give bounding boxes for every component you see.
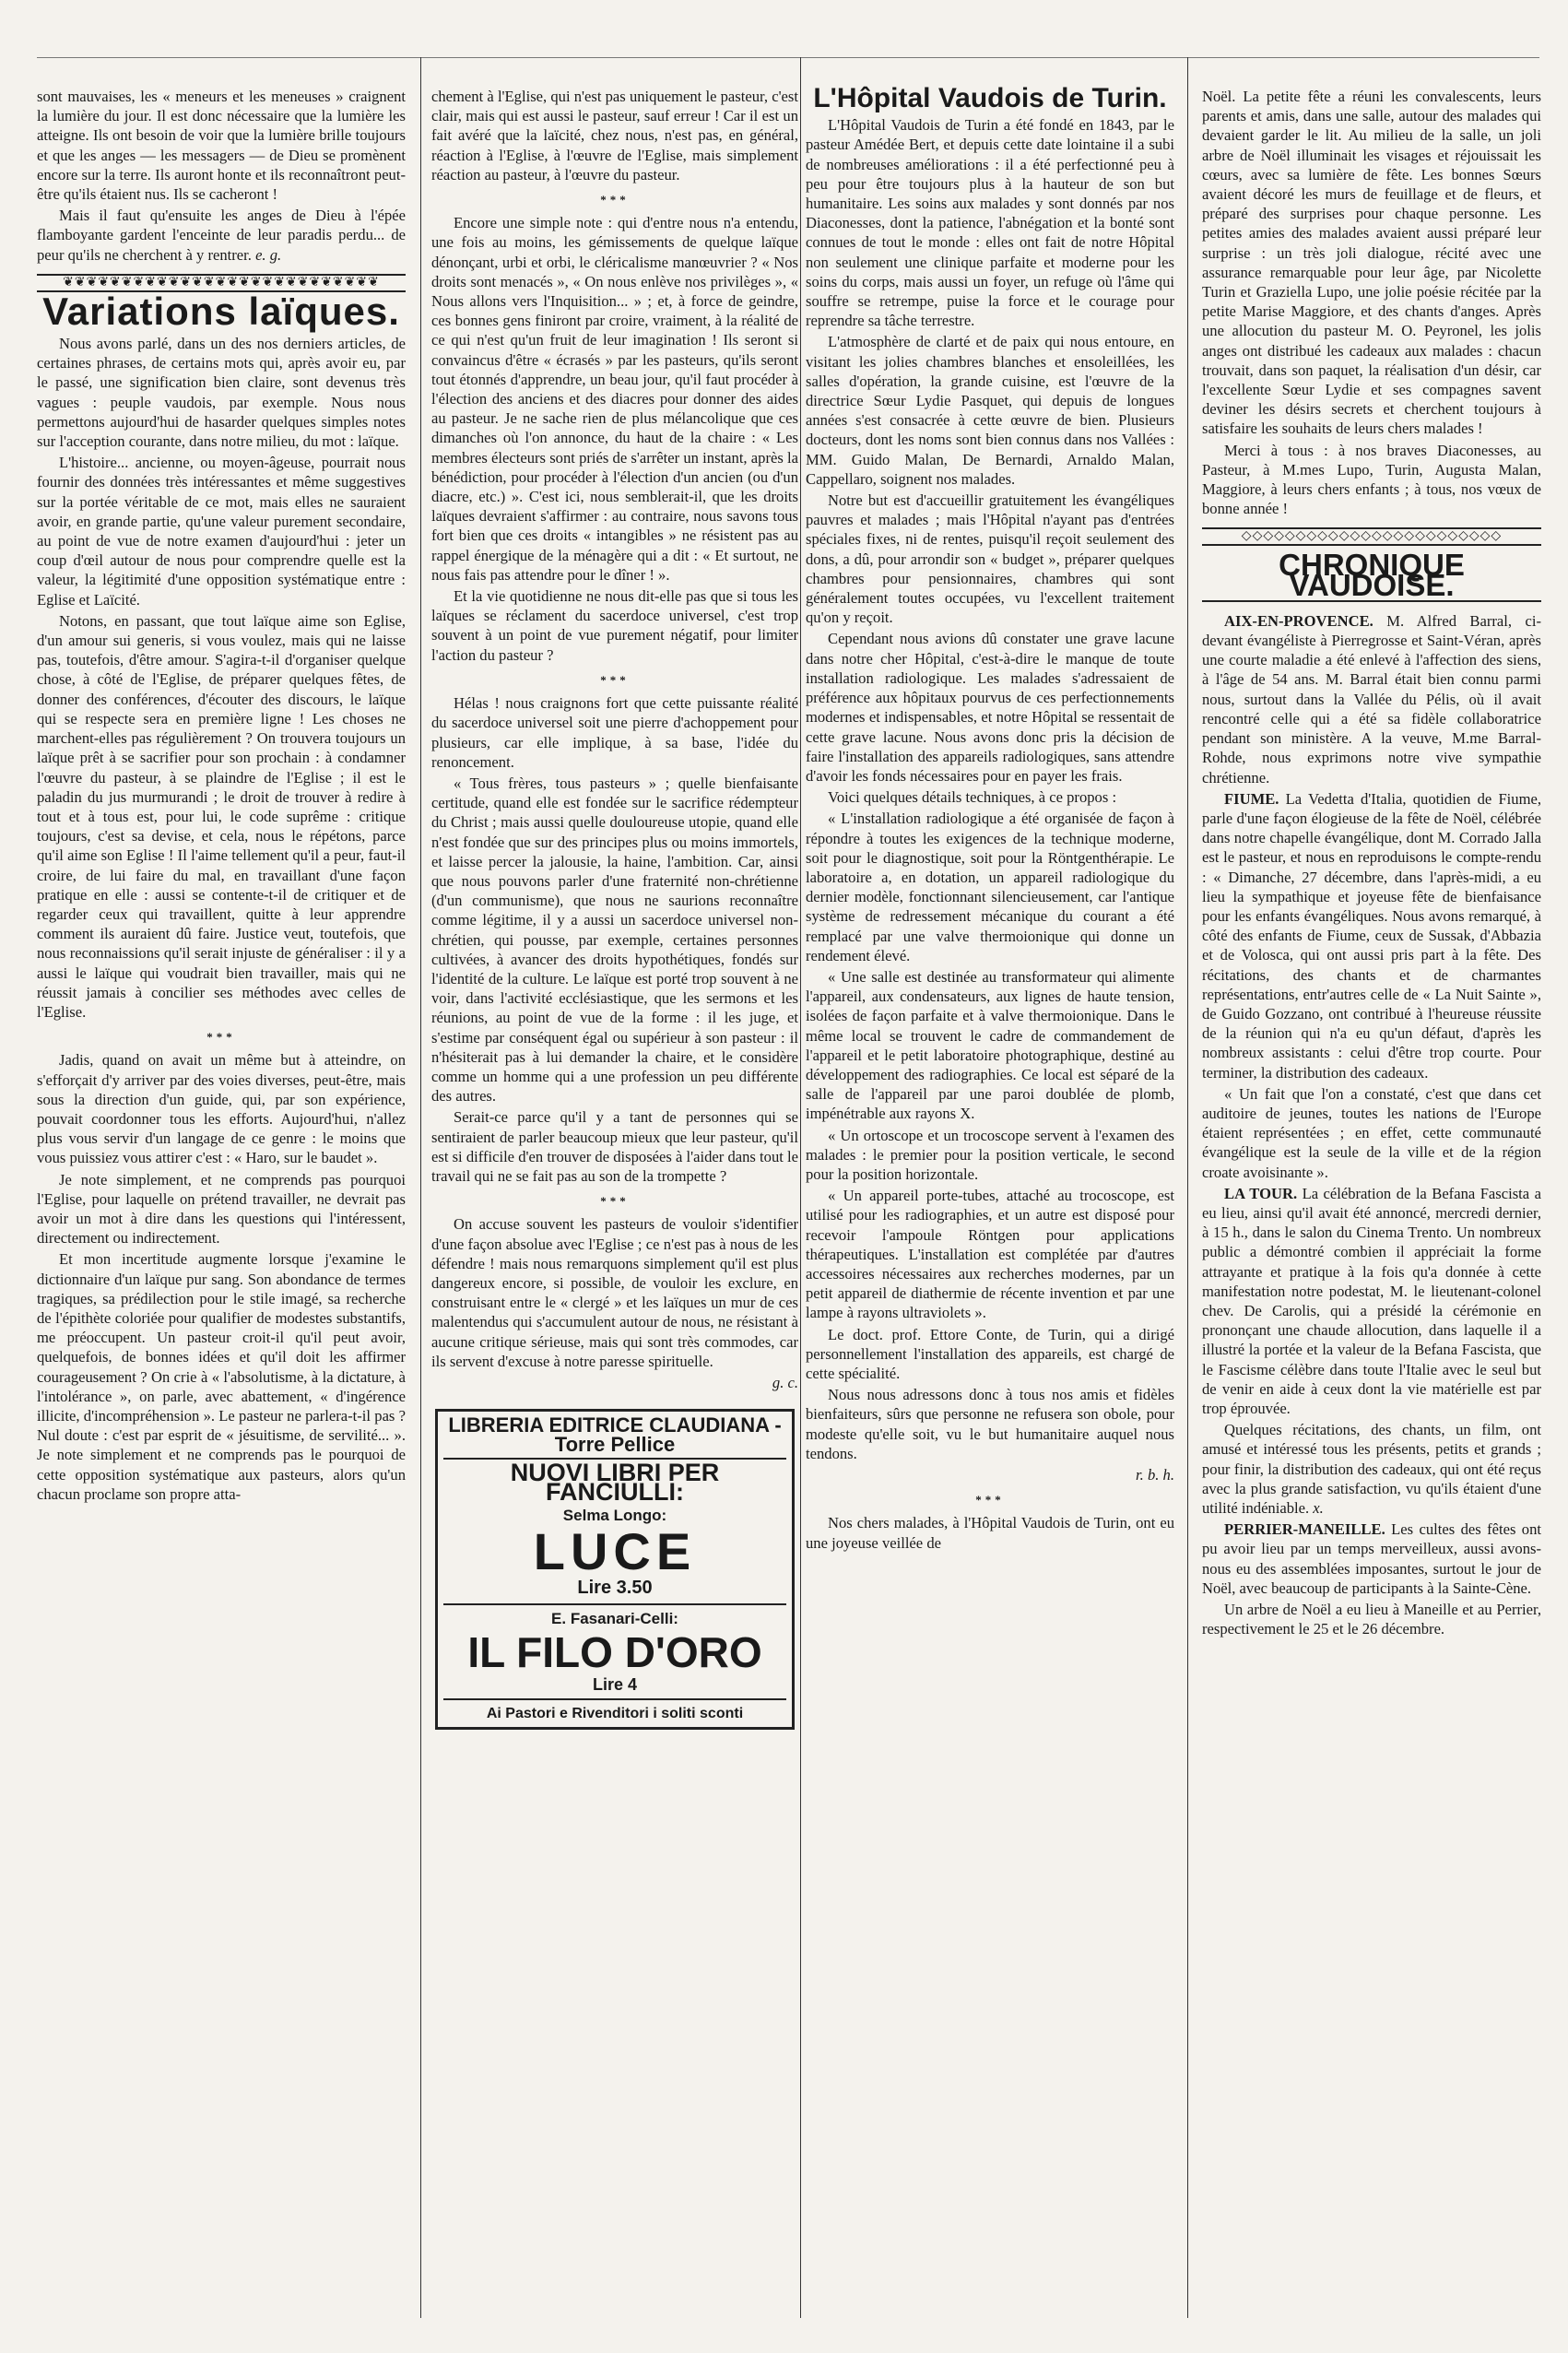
news-item (1202, 1519, 1541, 1598)
paragraph: L'histoire... ancienne, ou moyen-âgeuse, pourrait nous fournir des données très intéressantes et même suggestives sur la portée véritable de ce mot, mais elles ne sauraient avoir, en grande partie, qu'une valeur purement secondaire, au point de vue de notre examen d'aujourd'hui : jeter un coup d'œil autour de nous pour comprendre quelle est la valeur, la légitimité d'une opposition systématique entre : Eglise et Laïcité. (37, 454, 406, 609)
paragraph-text: Mais il faut qu'ensuite les anges de Dieu à l'épée flamboyante gardent l'enceinte de leur paradis perdu... de peur qu'ils ne cherchent à y rentrer. (37, 207, 406, 264)
paragraph: Et la vie quotidienne ne nous dit-elle pas que si tous les laïques se réclament du sacerdoce universel, c'est trop souvent à un point de vue purement négatif, pour limiter l'action du pasteur ? (431, 587, 798, 664)
news-text: M. Alfred Barral, ci-devant évangéliste à Pierregrosse et Saint-Véran, après une courte maladie a été enlevé à l'affection des siens, à l'âge de 54 ans. M. Barral était bien connu parmi nous, surtout dans la Vallée du Pélis, où il avait rencontré celle qui a été sa fidèle collaboratrice pendant son ministère. A la veuve, M.me Barral-Rohde, nous exprimons notre vive sympathie chrétienne. (1202, 611, 1541, 786)
ad-footer: Ai Pastori e Rivenditori i soliti sconti (486, 1705, 744, 1721)
column-divider (1187, 57, 1188, 2318)
paragraph (37, 206, 406, 265)
paragraph: « Un ortoscope et un trocoscope servent à l'examen des malades : le premier pour la position verticale, le second pour la position horizontale. (806, 1126, 1174, 1183)
place-heading: AIX-EN-PROVENCE. (1224, 611, 1373, 630)
paragraph-text: Quelques récitations, des chants, un film, ont amusé et intéressé tous les présents, petits et grands ; pour finir, la distribution des cadeaux, qui ont été reçus avec la plus grande satisfaction, vu qu'ils étaient d'une utilité indéniable. (1202, 1421, 1541, 1518)
paragraph: Noël. La petite fête a réuni les convalescents, leurs parents et amis, dans une salle, autour des malades qui devaient garder le lit. Au milieu de la salle, un joli arbre de Noël illuminait les visages et réjouissait les cœurs, avec sa lumière de fête. Les bonnes Sœurs avaient décoré les murs de feuillage et de fleurs, et préparé des surprises pour chaque personne. Les petites amies des malades avaient aussi préparé leur surprise : un très joli dialogue, récité avec une assurance remarquable pour leur âge, par Nicolette Turin et Graziella Lupo, une jolie poésie récitée par la petite Marise Maggiore, et des chants d'anges. Après une allocution du pasteur M. O. Peyronel, les jolis anges ont distribué les cadeaux aux malades : chacun trouvait, dans son paquet, la réalisation d'un désir, car l'excellente Sœur Lydie et ses compagnes savent deviner les désirs secrets et cherchent toujours à satisfaire les souhaits de leurs chers malades ! (1202, 88, 1541, 438)
news-item (1202, 789, 1541, 1082)
ad-book-title: LUCE (533, 1522, 697, 1581)
paragraph (1202, 1420, 1541, 1518)
ad-price: Lire 3.50 (577, 1578, 653, 1599)
paragraph: Notons, en passant, que tout laïque aime son Eglise, d'un amour sui generis, si vous voulez, mais qui ne laisse pas, toutefois, d'être amour. S'agira-t-il d'organiser quelque chose, à côté de l'Eglise, de préparer quelques fêtes, de donner des conférences, d'écouter des discours, le laïque qui se respecte sera en première ligne ! Les choses ne marchent-elles pas régulièrement ? On trouvera toujours un laïque prêt à se sacrifier pour son prochain : à condamner l'œuvre du pasteur, à se plaindre de l'Eglise ; il est le paladin du jus murmurandi ; le droit de trouver à redire à tout et à tous est, pour lui, le code suprême : critique toujours, c'est sa devise, et cela, nous le répétons, parce qu'il aime son Eglise ! Il l'aime tellement qu'il a peur, faut-il croire, de lui faire du mal, en travaillant d'une façon pratique en elle : aussi se contente-t-il de critiquer et de regarder ceux qui travaillent, quitte à leur apprendre comment ils auraient dû faire. Justice veut, toutefois, que nous reconnaissions qu'il serait injuste de généraliser : il y a aussi le laïque qui voudrait bien travailler, mais qui ne réussit jamais à concilier ses méthodes avec celles de l'Eglise. (37, 611, 406, 1021)
column-2 (431, 87, 798, 1730)
paragraph: sont mauvaises, les « meneurs et les meneuses » craignent la lumière du jour. Il est donc nécessaire que la lumière les atteigne. Ils ont besoin de voir que la lumière brille toujours et que les anges — les messagers — de Dieu se promènent encore sur la terre. Ils auront honte et ils reconnaîtront peut-être qu'ils étaient nus. Ils se cacheront ! (37, 88, 406, 204)
place-heading: FIUME. (1224, 789, 1279, 808)
place-heading: LA TOUR. (1224, 1184, 1298, 1202)
top-rule (37, 57, 1539, 58)
paragraph: Notre but est d'accueillir gratuitement les évangéliques pauvres et malades ; mais l'Hôpital n'ayant pas d'entrées spéciales fixes, ni de rentes, puisqu'il reçoit seulement des dons, a dû, pour arrondir son « budget », préparer quelques chambres pour pensionnaires, chambres qui sont généralement toutes occupées, vu l'excellent traitement qu'on y reçoit. (806, 491, 1174, 627)
author-initials: e. g. (255, 245, 282, 264)
author-initials: x. (1313, 1499, 1324, 1518)
paragraph: Hélas ! nous craignons fort que cette puissante réalité du sacerdoce universel soit une pierre d'achoppement pour plusieurs, car elle implique, à sa base, l'idée du renoncement. (431, 694, 798, 771)
column-divider (420, 57, 421, 2318)
paragraph: L'atmosphère de clarté et de paix qui nous entoure, en visitant les jolies chambres blanches et ensoleillées, les salles d'opération, la grande cuisine, est l'œuvre de la directrice Sœur Lydie Pasquet, qui depuis de longues années s'est consacrée à cette œuvre de bien. Plusieurs docteurs, dont les noms sont bien connus dans nos Vallées : MM. Guido Malan, De Bernardi, Arnaldo Malan, Cappellaro, soignent nos malades. (806, 333, 1174, 488)
paragraph: « Tous frères, tous pasteurs » ; quelle bienfaisante certitude, quand elle est fondée sur le sacrifice rédempteur du Christ ; mais aussi quelle douloureuse utopie, quand elle n'est fondée que sur des principes plus ou moins immortels, et laisse percer la jalousie, la haine, l'ambition. Car, ainsi que nous pouvons parler d'une fraternité non-chrétienne (d'un communisme), que nous ne saurions reconnaître comme légitime, il y a aussi un sacerdoce universel non-chrétien, qui pousse, par exemple, certaines personnes cultivées, à avancer des droits hypothétiques, fondés sur l'identité de la culture. Le laïque est porté trop souvent à ne voir, dans l'activité ecclésiastique, que les sermons et les réunions, au point de vue de la forme : il les juge, et s'estime par conséquent égal ou supérieur à son pasteur : il n'hésiterait pas à lui demander la chaire, et le considère comme un homme qui a une profession un peu différente des autres. (431, 774, 798, 1106)
ad-author: Selma Longo: (562, 1507, 667, 1525)
paragraph: Nos chers malades, à l'Hôpital Vaudois de Turin, ont eu une joyeuse veillée de (806, 1514, 1174, 1552)
paragraph: « Un appareil porte-tubes, attaché au trocoscope, est utilisé pour les radiographies, et un autre est disposé pour recevoir l'ampoule Röntgen pour applications thérapeutiques. L'installation est complétée par d'autres accessoires nécessaires aux recherches modernes, par un petit appareil de diathermie de récente invention et par une lampe à rayons ultraviolets ». (806, 1187, 1174, 1322)
bookstore-advertisement (435, 1409, 795, 1730)
paragraph: On accuse souvent les pasteurs de vouloir s'identifier d'une façon absolue avec l'Eglise ; ce n'est pas à nous de les défendre ! mais nous remarquons simplement qu'il est plus dangereux encore, si possible, de vouloir les exclure, en construisant entre le « clergé » et les laïques un mur de ces malentendus qui s'accumulent autour de nous, ne résistant à aucune critique sérieuse, mais qui sont très commodes, car ils servent d'excuse à notre paresse spirituelle. (431, 1215, 798, 1370)
paragraph: Serait-ce parce qu'il y a tant de personnes qui se sentiraient de parler beaucoup mieux que leur pasteur, qu'il est si difficile d'en trouver de disposées à l'aider dans tout le travail qui ne se fait pas au son de la trompette ? (431, 1108, 798, 1185)
author-initials: g. c. (772, 1374, 798, 1391)
ad-book-title: IL FILO D'ORO (467, 1627, 762, 1676)
paragraph: « L'installation radiologique a été organisée de façon à répondre à toutes les exigences de la technique moderne, soit pour le diagnostique, soit pour la Röntgenthérapie. Le laboratoire a, en dotation, un appareil radiologique du dernier modèle, fonctionnant silencieusement, car l'antique système de redressement mécanique du courant a été remplacé par une valve thermoionique qui donne un rendement élevé. (806, 810, 1174, 964)
paragraph: Et mon incertitude augmente lorsque j'examine le dictionnaire d'un laïque pur sang. Son abondance de termes tragiques, sa prédilection pour le stile imagé, sa recherche de l'épithète coloriée pour qualifier de modestes substantifs, me préoccupent. Un pasteur croit-il qu'il peut avoir, quelquefois, de bonnes idées et qu'il doit les affirmer courageusement ? On crie à « l'absolutisme, à la dictature, à l'intolérance », on parle, avec abattement, « d'ingérence illicite, d'incompréhension ». Le pasteur ne parlera-t-il pas ? Nul doute : c'est par esprit de « jésuitisme, de servilité... ». Je note simplement et ne comprends pas le pourquoi de cette opposition systématique aux pasteurs, alors qu'un chacun proclame son propre atta- (37, 1250, 406, 1503)
paragraph: Cependant nous avions dû constater une grave lacune dans notre cher Hôpital, c'est-à-dire le manque de toute installation radiologique. Les malades s'adressaient de préférence aux hôpitaux pourvus de ces perfectionnements modernes et indispensables, et notre Hôpital se ressentait de cette grave lacune. Nous avons donc pris la décision de faire l'installation des appareils radiologiques, sans attendre d'avoir les fonds nécessaires pour en payer les frais. (806, 630, 1174, 785)
paragraph: Nous nous adressons donc à tous nos amis et fidèles bienfaiteurs, sûrs que personne ne refusera son obole, pour modeste qu'elle soit, vu le but humanitaire auquel nous tendons. (806, 1386, 1174, 1462)
section-break: *** (975, 1493, 1005, 1508)
section-break: *** (600, 193, 630, 207)
ad-headline: NUOVI LIBRI PER FANCIULLI: (510, 1458, 720, 1506)
news-text: Les cultes des fêtes ont pu avoir lieu par un temps merveilleux, aussi avons-nous eu des assemblées imposantes, surtout le jour de Noël, avec beaucoup de participants à la Sainte-Cène. (1202, 1520, 1542, 1597)
paragraph: Je note simplement, et ne comprends pas pourquoi l'Eglise, pour laquelle on prétend travailler, ne devrait pas avoir un mot à dire dans les questions qui l'intéressent, directement ou indirectement. (37, 1170, 406, 1247)
paragraph: chement à l'Eglise, qui n'est pas uniquement le pasteur, c'est clair, mais qui est aussi le pasteur, sauf erreur ! Car il est un fait avéré que la laïcité, chez nous, n'est pas, en général, réaction à l'Eglise, à l'œuvre de l'Eglise, mais simplement réaction au pasteur, à l'œuvre du pasteur. (431, 88, 798, 183)
ad-publisher: LIBRERIA EDITRICE CLAUDIANA - Torre Pellice (443, 1415, 786, 1459)
paragraph: Jadis, quand on avait un même but à atteindre, on s'efforçait d'y arriver par des voies diverses, peut-être, mais sous la direction d'un guide, qui, par son expérience, pouvait coordonner tous les efforts. Aujourd'hui, n'allez plus vous servir d'un langage de ce genre : le moins que vous puissiez vous attirer c'est : « Haro, sur le baudet ». (37, 1051, 406, 1167)
paragraph: Un arbre de Noël a eu lieu à Maneille et au Perrier, respectivement le 25 et le 26 décembre. (1202, 1601, 1541, 1638)
column-1 (37, 87, 406, 1506)
place-heading: PERRIER-MANEILLE. (1224, 1520, 1385, 1539)
paragraph: « Un fait que l'on a constaté, c'est que dans cet auditoire de jeunes, toutes les nations de l'Europe étaient représentées ; en effet, cette communauté évangélique est la seule de la ville et de la région croate avoisinante ». (1202, 1084, 1541, 1181)
news-text: La célébration de la Befana Fascista a eu lieu, ainsi qu'il avait été annoncé, mercredi dernier, à 15 h., dans le salon du Cinema Trento. Un nombreux public a démontré combien il appréciait la forme attrayante et pratique à la fois qu'a donnée à cette manifestation notre podestat, M. le lieutenant-colonel chev. De Carolis, qui a présidé la cérémonie en prononçant une chaude allocution, dans laquelle il a illustré la portée et la valeur de la Befana Fascista, que le Fascisme célèbre dans toute l'Italie avec le seul but de venir en aide à ceux dont la vie matérielle est par trop éprouvée. (1202, 1184, 1541, 1417)
article-title: Variations laïques. (42, 289, 400, 333)
column-divider (800, 57, 801, 2318)
ad-author: E. Fasanari-Celli: (443, 1603, 786, 1628)
paragraph: Encore une simple note : qui d'entre nous n'a entendu, une fois au moins, les gémissements de quelque laïque dénonçant, urbi et orbi, le cléricalisme manœuvrier ? « Nos droits sont menacés », « On nous enlève nos privilèges », « Nous allons vers l'Inquisition... » ; et, à force de geindre, ces bonnes gens finiront par croire, vraiment, à la réalité de ce qui n'est qu'un fruit de leur imagination ! Ils seront si convaincus d'être « écrasés » par les pasteurs, qu'ils seront tout étonnés d'apprendre, un beau jour, qu'il faut procéder à l'élection des anciens et des diacres pour donner des aides au pasteur. Je ne sache rien de plus mélancolique que ces dimanches où l'on annonce, du haut de la chaire : « Les membres électeurs sont priés de s'arrêter un instant, après la bénédiction, pour procéder à l'élection d'un ancien (ou d'un diacre, etc.) ». C'est ici, nous semblerait-il, que les droits laïques devraient s'affirmer : au contraire, nous savons tous fort bien que ces droits « intangibles » ne résistent pas au rappel énergique de la ménagère qui a dit : « Et surtout, ne nous fais pas attendre pour le dîner ! ». (431, 214, 798, 584)
paragraph: Merci à tous : à nos braves Diaconesses, au Pasteur, à M.mes Lupo, Turin, Augusta Malan, Maggiore, à leurs chers enfants ; à tous, nos vœux de bonne année ! (1202, 441, 1541, 518)
section-title: CHRONIQUE VAUDOISE. (1202, 555, 1541, 601)
paragraph: L'Hôpital Vaudois de Turin a été fondé en 1843, par le pasteur Amédée Bert, et depuis cette date lointaine il a subi de nombreuses améliorations : il a été perfectionné peu à peu pour être toujours plus à la hauteur de son but humanitaire. Les soins aux malades y sont donnés par nos Diaconesses, dont la patience, l'abnégation et la bonté sont connues de tout le monde : elles ont fait de notre Hôpital non seulement une clinique parfaite et moderne pour les soins du corps, mais aussi un foyer, un refuge où l'âme qui souffre se retrempe, puise la force et le courage pour reprendre sa tâche terrestre. (806, 116, 1174, 330)
paragraph: Nous avons parlé, dans un des nos derniers articles, de certaines phrases, de certains mots qui, après avoir eu, par le passé, une signification bien claire, sont devenus très vagues : peuple vaudois, par exemple. Nous nous permettons aujourd'hui de hasarder quelques simples notes sur l'acception courante, dans notre milieu, du mot : laïque. (37, 335, 406, 451)
news-text: La Vedetta d'Italia, quotidien de Fiume, parle d'une façon élogieuse de la fête de Noël, célébrée dans notre chapelle évangélique, dont M. Corrado Jalla est le pasteur, et nous en reproduisons le compte-rendu : « Dimanche, 27 décembre, dans l'après-midi, a eu lieu la sympathique et joyeuse fête de bienfaisance pour les enfants évangéliques. Nous avons remarqué, à côté des enfants de Fiume, ceux de Sussak, d'Abbazia et de Volosca, qui ont aussi pris part à la fête. Des récitations, des chants et de charmantes représentations, entr'autres celle de « La Nuit Sainte », de Guido Gozzano, ont contribué à l'heureuse réussite de la réunion qui n'a eu qu'un défaut, d'après les nombreux assistants : celui d'être trop courte. Pour terminer, la distribution des cadeaux. (1202, 789, 1542, 1082)
ornamental-divider: ◇◇◇◇◇◇◇◇◇◇◇◇◇◇◇◇◇◇◇◇◇◇◇◇ (1202, 527, 1541, 546)
column-4 (1202, 87, 1541, 1640)
section-break: *** (600, 1194, 630, 1209)
section-break: *** (206, 1030, 236, 1045)
section-break: *** (600, 672, 630, 687)
article-title: L'Hôpital Vaudois de Turin. (813, 83, 1167, 113)
news-item (1202, 611, 1541, 787)
ad-price: Lire 4 (443, 1675, 786, 1700)
paragraph: Le doct. prof. Ettore Conte, de Turin, qui a dirigé personnellement l'installation des appareils, est chargé de cette spécialité. (806, 1325, 1174, 1382)
paragraph: « Une salle est destinée au transformateur qui alimente l'appareil, aux condensateurs, aux lignes de haute tension, isolées de façon parfaite et à valve thermoionique. Dans le même local se trouvent le cadre de commandement de l'appareil et le petit laboratoire photographique, destiné au développement des radiographies. Ce local est séparé de la salle de l'appareil par une paroi doublée de plomb, impénétrable aux rayons X. (806, 967, 1174, 1123)
news-item (1202, 1184, 1541, 1418)
paragraph: Voici quelques détails techniques, à ce propos : (828, 788, 1117, 807)
ornamental-divider: ❦❦❦❦❦❦❦❦❦❦❦❦❦❦❦❦❦❦❦❦❦❦❦❦❦❦❦ (37, 274, 406, 292)
column-3 (806, 83, 1174, 1555)
author-initials: r. b. h. (1136, 1466, 1174, 1484)
